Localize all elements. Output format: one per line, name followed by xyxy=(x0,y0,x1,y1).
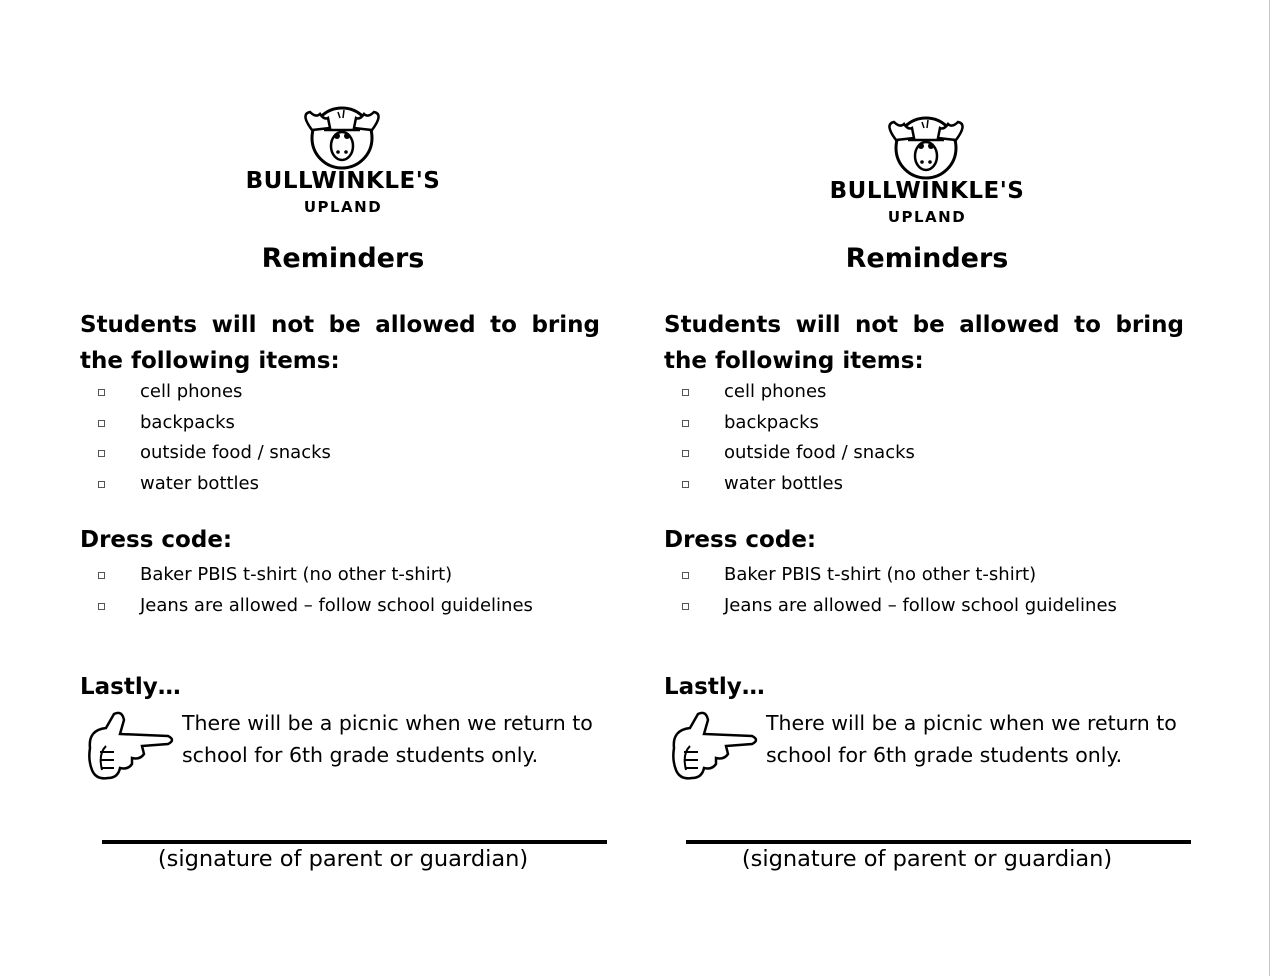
logo-location: UPLAND xyxy=(887,208,967,226)
signature-line xyxy=(686,840,1191,844)
checkbox-bullet-icon xyxy=(98,389,105,396)
moose-logo-icon xyxy=(294,104,390,170)
checkbox-bullet-icon xyxy=(682,450,689,457)
page-title: Reminders xyxy=(261,243,425,274)
lastly-heading: Lastly… xyxy=(80,674,181,700)
checkbox-bullet-icon xyxy=(98,420,105,427)
checkbox-bullet-icon xyxy=(682,420,689,427)
checkbox-bullet-icon xyxy=(682,481,689,488)
signature-line xyxy=(102,840,607,844)
pointing-hand-icon xyxy=(84,708,176,788)
dress-code-heading: Dress code: xyxy=(664,527,817,553)
checkbox-bullet-icon xyxy=(98,481,105,488)
signature-label: (signature of parent or guardian) xyxy=(157,846,529,872)
logo-brand-name: BULLWINKLE'S xyxy=(245,168,441,194)
checkbox-bullet-icon xyxy=(98,603,105,610)
bullwinkles-logo xyxy=(664,114,1204,234)
lastly-heading: Lastly… xyxy=(664,674,765,700)
dress-code-heading: Dress code: xyxy=(80,527,233,553)
checkbox-bullet-icon xyxy=(682,603,689,610)
checkbox-bullet-icon xyxy=(682,572,689,579)
prohibited-items-intro: Students will not be allowed to bring the following items: xyxy=(80,312,600,374)
page-title: Reminders xyxy=(845,243,1009,274)
checkbox-bullet-icon xyxy=(682,389,689,396)
checkbox-bullet-icon xyxy=(98,450,105,457)
page-edge-divider xyxy=(1269,0,1270,976)
checkbox-bullet-icon xyxy=(98,572,105,579)
picnic-note: There will be a picnic when we return to school for 6th grade students only. xyxy=(766,711,1177,767)
picnic-note: There will be a picnic when we return to school for 6th grade students only. xyxy=(182,711,593,767)
bullwinkles-logo xyxy=(80,104,620,224)
logo-brand-name: BULLWINKLE'S xyxy=(829,178,1025,204)
moose-logo-icon xyxy=(878,114,974,180)
prohibited-items-intro: Students will not be allowed to bring the following items: xyxy=(664,312,1184,374)
pointing-hand-icon xyxy=(668,708,760,788)
reminder-flyer-left: BULLWINKLE'S UPLAND Reminders Students will not be allowed to bring the following items: cell phones backpacks outside food / snacks water bottles Dress code: Baker PBIS t-shirt (no other t-shirt) Jeans are allowed – follow school guidelines Lastly… There will be a picnic when we return to school for 6th grade students only. (signature of parent or guardian) xyxy=(80,0,620,976)
logo-location: UPLAND xyxy=(303,198,383,216)
reminder-flyer-right: BULLWINKLE'S UPLAND Reminders Students will not be allowed to bring the following items: cell phones backpacks outside food / snacks water bottles Dress code: Baker PBIS t-shirt (no other t-shirt) Jeans are allowed – follow school guidelines Lastly… There will be a picnic when we return to school for 6th grade students only. (signature of parent or guardian) xyxy=(664,0,1204,976)
signature-label: (signature of parent or guardian) xyxy=(741,846,1113,872)
